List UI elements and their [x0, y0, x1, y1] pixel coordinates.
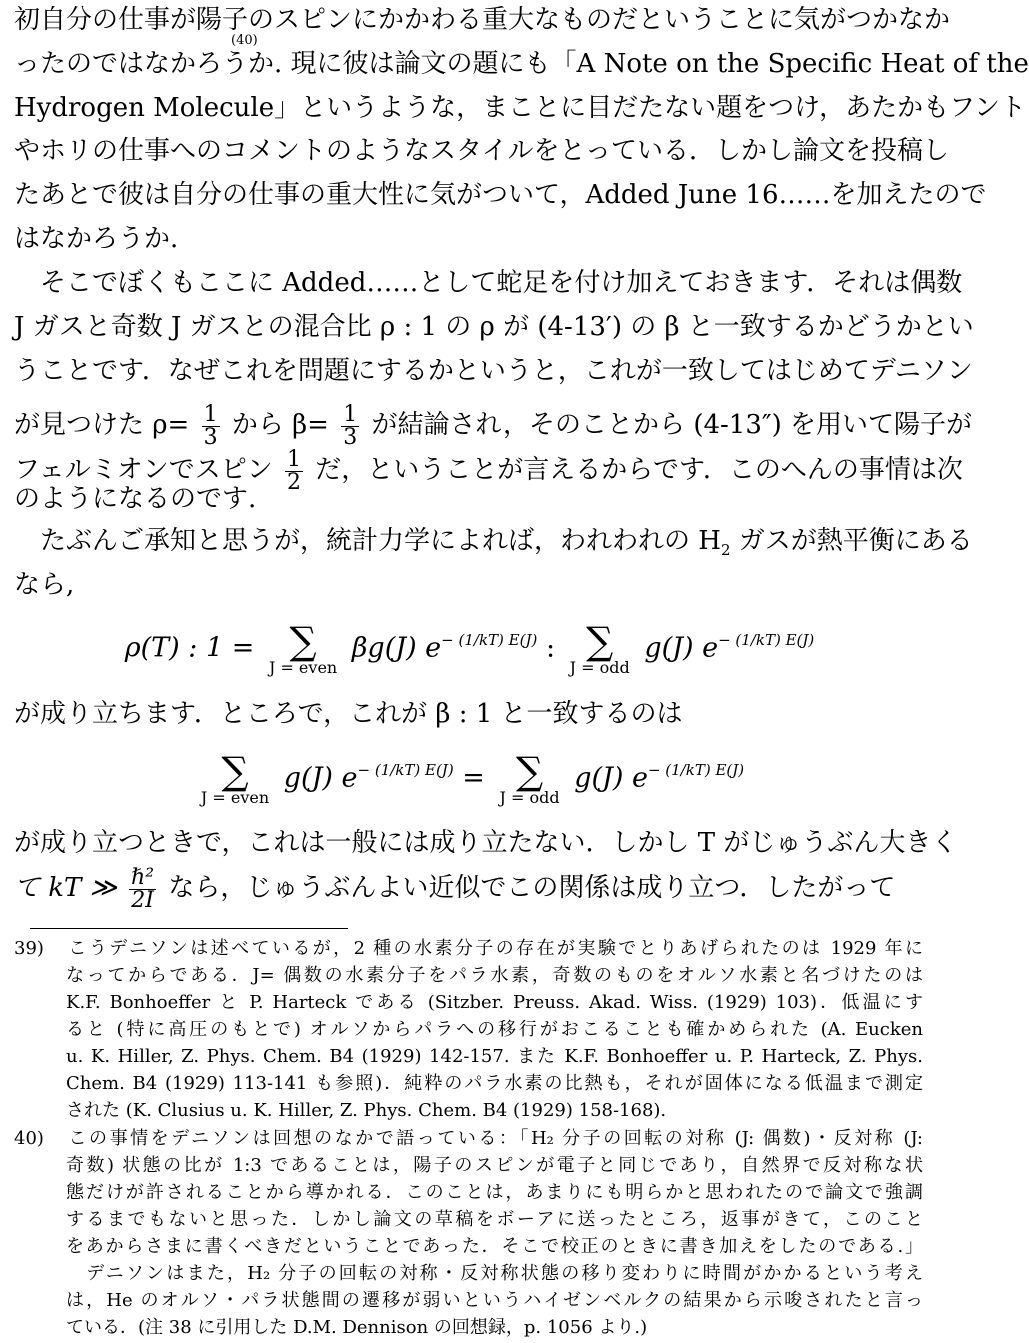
text-line: [14, 47, 1029, 81]
text-line: [14, 862, 923, 920]
footnote-marker-40: (40): [231, 33, 258, 48]
text-line: たあとで彼は自分の仕事の重大性に気がついて，Added June 16……を加えたので: [14, 180, 987, 210]
footnote-text: この事情をデニソンは回想のなかで語っている：「H₂ 分子の回転の対称 (J: 偶数)・反対称 (J:: [66, 1128, 923, 1149]
footnote-40-line: は，He のオルソ・パラ状態間の遷移が弱いというハイゼンベルクの結果から示唆されたと言っ: [66, 1290, 923, 1311]
sigma-symbol: ∑: [515, 749, 544, 793]
text-fragment: て kT ≫: [14, 873, 117, 903]
equation-term: g(J) e: [283, 762, 358, 794]
footnote-text: こうデニソンは述べているが，2 種の水素分子の存在が実験でとりあげられたのは 1929 年に: [66, 938, 923, 959]
exponent: − (1/kT) E(J): [718, 630, 815, 649]
ratio-colon: :: [545, 632, 564, 664]
equation-2: [0, 749, 939, 807]
fraction-denominator: 3: [343, 424, 358, 450]
text-line: うことです．なぜこれを問題にするかというと，これが一致してはじめてデニソン: [14, 356, 973, 386]
equation-1: [0, 619, 939, 677]
text-fragment: ガスが熱平衡にある: [730, 526, 973, 556]
fraction-hbar-squared-over-2i: [129, 864, 156, 913]
footnote-39-line: なってからである．J= 偶数の水素分子をパラ水素，奇数のものをオルソ水素と名づけたのは: [66, 965, 923, 986]
text-fragment: なら，じゅうぶんよい近似でこの関係は成り立つ．したがって: [168, 873, 896, 903]
sum-odd: [569, 619, 630, 677]
text-line: [14, 524, 973, 567]
sum-odd: [499, 749, 560, 807]
text-line-content: ったのではなかろうか. 現に彼は論文の題にも「A Note on the Specific Heat of the: [14, 49, 1029, 79]
footnote-39-line: [14, 935, 923, 962]
footnote-40-line: ている．(注 38 に引用した D.M. Dennison の回想録，p. 1056 より.): [66, 1317, 648, 1338]
text-fragment: たぶんご承知と思うが，統計力学によれば，われわれの H: [40, 526, 721, 556]
sum-subscript: J = odd: [499, 788, 560, 807]
sum-subscript: J = even: [200, 788, 270, 807]
footnote-number: 40): [14, 1128, 44, 1149]
exponent: − (1/kT) E(J): [357, 760, 454, 779]
fraction-numerator: ℏ²: [131, 864, 155, 890]
text-line: J ガスと奇数 J ガスとの混合比 ρ : 1 の ρ が (4-13′) の β と一致するかどうかとい: [14, 312, 974, 342]
footnote-39-line: された (K. Clusius u. K. Hiller, Z. Phys. Chem. B4 (1929) 158-168).: [66, 1100, 667, 1121]
text-line: はなかろうか.: [14, 224, 179, 254]
footnote-40-line: 態だけが許されることから導かれる．このことは，あまりにも明らかと思われたので論文で強調: [66, 1182, 923, 1203]
footnote-40-line: デニソンはまた，H₂ 分子の回転の対称・反対称状態の移り変わりに時間がかかるという考え: [66, 1263, 923, 1284]
footnote-number: 39): [14, 938, 44, 959]
footnote-39-line: K.F. Bonhoeffer と P. Harteck である (Sitzber. Preuss. Akad. Wiss. (1929) 103)．低温にす: [66, 992, 923, 1013]
text-fragment: が結論され，そのことから (4-13″) を用いて陽子が: [371, 410, 972, 440]
text-line: 初自分の仕事が陽子のスピンにかかわる重大なものだということに気がつかなか: [14, 5, 951, 35]
subscript: 2: [720, 541, 731, 560]
footnote-39-line: Chem. B4 (1929) 113-141 も参照)．純粋のパラ水素の比熱も，それが固体になる低温まで測定: [66, 1073, 923, 1094]
footnote-39-line: ると (特に高圧のもとで) オルソからパラへの移行がおこることも確かめられた (A. Eucken: [66, 1019, 923, 1040]
fraction-numerator: 1: [343, 401, 358, 427]
fraction-denominator: 3: [203, 424, 218, 450]
sum-even: [200, 749, 270, 807]
sum-subscript: J = even: [268, 658, 338, 677]
text-line: が成り立ちます．ところで，これが β : 1 と一致するのは: [14, 699, 683, 729]
equals-sign: =: [462, 762, 494, 794]
equation-term: g(J) e: [574, 762, 648, 794]
fraction-denominator: 2I: [131, 887, 154, 913]
sigma-symbol: ∑: [586, 619, 614, 663]
sum-subscript: J = odd: [569, 658, 630, 677]
footnote-divider: [30, 928, 348, 929]
exponent: − (1/kT) E(J): [441, 630, 538, 649]
exponent: − (1/kT) E(J): [647, 760, 745, 779]
text-fragment: が見つけた ρ=: [14, 410, 190, 440]
equation-term: g(J) e: [644, 632, 719, 664]
footnote-39-line: u. K. Hiller, Z. Phys. Chem. B4 (1929) 142-157. また K.F. Bonhoeffer u. P. Harteck, Z. Phys.: [66, 1046, 923, 1067]
equation-lhs: ρ(T) : 1 =: [124, 632, 255, 664]
fraction-denominator: 2: [286, 469, 301, 495]
text-fragment: から β=: [231, 410, 329, 440]
footnote-40-line: をあからさまに書くべきだということであった．そこで校正のときに書き加えをしたのである.」: [66, 1236, 923, 1257]
text-fragment: だ，ということが言えるからです．このへんの事情は次: [315, 455, 963, 485]
footnote-40-line: 奇数) 状態の比が 1:3 であることは，陽子のスピンが電子と同じであり，自然界で反対称な状: [66, 1155, 923, 1176]
sigma-symbol: ∑: [289, 619, 317, 663]
text-line: なら,: [14, 570, 75, 600]
text-line: Hydrogen Molecule」というような，まことに目だたない題をつけ，あたかもフント: [14, 93, 1027, 123]
text-line: のようになるのです.: [14, 484, 257, 514]
sigma-symbol: ∑: [221, 749, 249, 793]
text-line: が成り立つときで，これは一般には成り立たない．しかし T がじゅうぶん大きく: [14, 828, 958, 858]
sum-even: [268, 619, 338, 677]
equation-term: βg(J) e: [351, 632, 442, 664]
fraction-numerator: 1: [203, 401, 218, 427]
text-fragment: フェルミオンでスピン: [14, 455, 273, 485]
text-line: やホリの仕事へのコメントのようなスタイルをとっている．しかし論文を投稿し: [14, 136, 949, 166]
footnote-40-line: [14, 1125, 923, 1152]
fraction-numerator: 1: [286, 446, 301, 472]
text-line: そこでぼくもここに Added……として蛇足を付け加えておきます．それは偶数: [40, 268, 963, 298]
footnote-40-line: するまでもないと思った．しかし論文の草稿をボーアに送ったところ，返事がきて，このこと: [66, 1209, 923, 1230]
